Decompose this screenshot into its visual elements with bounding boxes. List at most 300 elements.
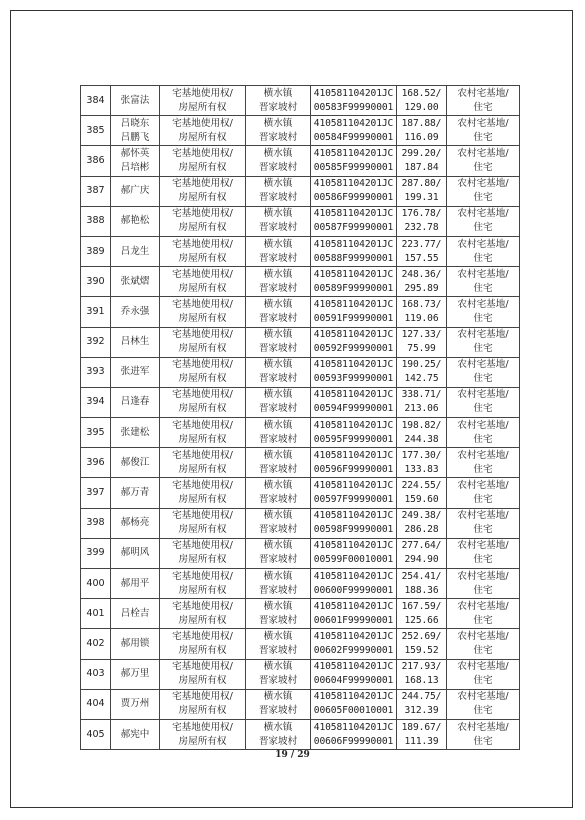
cell-land-use bbox=[447, 387, 520, 417]
cell-parcel-code bbox=[311, 689, 397, 719]
cell-area bbox=[397, 327, 447, 357]
table-row bbox=[81, 418, 520, 448]
cell-line: 农村宅基地/ bbox=[457, 147, 509, 159]
cell-right-type bbox=[160, 267, 246, 297]
cell-location bbox=[246, 478, 311, 508]
cell-serial-number: 388 bbox=[81, 206, 111, 236]
cell-owner-name bbox=[111, 267, 160, 297]
cell-area bbox=[397, 176, 447, 206]
table-row bbox=[81, 327, 520, 357]
cell-line: 住宅 bbox=[473, 735, 493, 747]
cell-parcel-code bbox=[311, 538, 397, 568]
cell-line: 房屋所有权 bbox=[178, 644, 227, 656]
cell-owner-name bbox=[111, 719, 160, 749]
cell-line: 宅基地使用权/ bbox=[172, 117, 233, 129]
cell-line: 晋家坡村 bbox=[258, 463, 298, 475]
table-row bbox=[81, 206, 520, 236]
cell-line: 晋家坡村 bbox=[258, 644, 298, 656]
cell-land-use bbox=[447, 236, 520, 266]
cell-line: 房屋所有权 bbox=[178, 675, 227, 687]
cell-line: 宅基地使用权/ bbox=[172, 87, 233, 99]
cell-line: 宅基地使用权/ bbox=[172, 570, 233, 582]
cell-line: 410581104201JC bbox=[313, 329, 394, 341]
cell-line: 晋家坡村 bbox=[258, 584, 298, 596]
cell-line: 晋家坡村 bbox=[258, 705, 298, 717]
cell-parcel-code bbox=[311, 357, 397, 387]
cell-line: 宅基地使用权/ bbox=[172, 298, 233, 310]
table-row bbox=[81, 538, 520, 568]
cell-line: 00597F99990001 bbox=[313, 494, 394, 506]
cell-land-use bbox=[447, 448, 520, 478]
cell-parcel-code bbox=[311, 599, 397, 629]
cell-owner-name bbox=[111, 689, 160, 719]
cell-line: 横水镇 bbox=[263, 540, 293, 552]
cell-location bbox=[246, 719, 311, 749]
cell-line: 农村宅基地/ bbox=[457, 359, 509, 371]
cell-right-type bbox=[160, 206, 246, 236]
cell-parcel-code bbox=[311, 176, 397, 206]
cell-area bbox=[397, 86, 447, 116]
cell-location bbox=[246, 418, 311, 448]
cell-line: 410581104201JC bbox=[313, 510, 394, 522]
cell-line: 宅基地使用权/ bbox=[172, 208, 233, 220]
cell-line: 410581104201JC bbox=[313, 117, 394, 129]
cell-line: 224.55/ bbox=[401, 480, 442, 492]
cell-parcel-code bbox=[311, 116, 397, 146]
cell-line: 189.67/ bbox=[401, 721, 442, 733]
cell-area bbox=[397, 297, 447, 327]
cell-line: 00601F99990001 bbox=[313, 614, 394, 626]
cell-area bbox=[397, 569, 447, 599]
cell-line: 房屋所有权 bbox=[178, 614, 227, 626]
cell-land-use bbox=[447, 357, 520, 387]
cell-owner-name bbox=[111, 538, 160, 568]
cell-line: 00587F99990001 bbox=[313, 222, 394, 234]
cell-line: 横水镇 bbox=[263, 178, 293, 190]
cell-line: 张进军 bbox=[120, 366, 150, 378]
cell-land-use bbox=[447, 689, 520, 719]
cell-owner-name bbox=[111, 478, 160, 508]
cell-line: 横水镇 bbox=[263, 208, 293, 220]
cell-line: 郝宪中 bbox=[120, 728, 150, 740]
cell-line: 住宅 bbox=[473, 644, 493, 656]
cell-area bbox=[397, 599, 447, 629]
cell-line: 农村宅基地/ bbox=[457, 510, 509, 522]
cell-parcel-code bbox=[311, 448, 397, 478]
cell-line: 00606F99990001 bbox=[313, 735, 394, 747]
cell-serial-number: 401 bbox=[81, 599, 111, 629]
cell-line: 住宅 bbox=[473, 433, 493, 445]
cell-line: 晋家坡村 bbox=[258, 343, 298, 355]
table-row bbox=[81, 176, 520, 206]
cell-parcel-code bbox=[311, 569, 397, 599]
cell-line: 横水镇 bbox=[263, 449, 293, 461]
cell-serial-number: 400 bbox=[81, 569, 111, 599]
cell-line: 吕龙生 bbox=[120, 245, 150, 257]
cell-line: 168.13 bbox=[404, 675, 439, 687]
cell-line: 农村宅基地/ bbox=[457, 691, 509, 703]
cell-line: 横水镇 bbox=[263, 389, 293, 401]
cell-serial-number: 394 bbox=[81, 387, 111, 417]
cell-line: 郝广庆 bbox=[120, 185, 150, 197]
cell-line: 房屋所有权 bbox=[178, 403, 227, 415]
cell-line: 农村宅基地/ bbox=[457, 600, 509, 612]
cell-line: 00605F00010001 bbox=[313, 705, 394, 717]
cell-line: 119.06 bbox=[404, 312, 439, 324]
cell-owner-name bbox=[111, 357, 160, 387]
cell-parcel-code bbox=[311, 418, 397, 448]
cell-location bbox=[246, 508, 311, 538]
cell-line: 横水镇 bbox=[263, 359, 293, 371]
cell-line: 410581104201JC bbox=[313, 238, 394, 250]
cell-serial-number: 392 bbox=[81, 327, 111, 357]
cell-land-use bbox=[447, 659, 520, 689]
cell-line: 410581104201JC bbox=[313, 600, 394, 612]
cell-serial-number: 385 bbox=[81, 116, 111, 146]
cell-area bbox=[397, 538, 447, 568]
cell-line: 宅基地使用权/ bbox=[172, 540, 233, 552]
cell-line: 410581104201JC bbox=[313, 449, 394, 461]
cell-line: 住宅 bbox=[473, 161, 493, 173]
table-row bbox=[81, 357, 520, 387]
cell-line: 410581104201JC bbox=[313, 298, 394, 310]
cell-line: 横水镇 bbox=[263, 630, 293, 642]
cell-line: 167.59/ bbox=[401, 600, 442, 612]
cell-line: 住宅 bbox=[473, 101, 493, 113]
cell-line: 农村宅基地/ bbox=[457, 268, 509, 280]
table-row bbox=[81, 448, 520, 478]
cell-location bbox=[246, 659, 311, 689]
cell-owner-name bbox=[111, 659, 160, 689]
cell-line: 217.93/ bbox=[401, 661, 442, 673]
cell-location bbox=[246, 569, 311, 599]
cell-right-type bbox=[160, 448, 246, 478]
cell-line: 农村宅基地/ bbox=[457, 389, 509, 401]
cell-line: 晋家坡村 bbox=[258, 524, 298, 536]
cell-location bbox=[246, 86, 311, 116]
cell-line: 房屋所有权 bbox=[178, 282, 227, 294]
cell-line: 房屋所有权 bbox=[178, 373, 227, 385]
cell-area bbox=[397, 357, 447, 387]
cell-right-type bbox=[160, 387, 246, 417]
cell-land-use bbox=[447, 418, 520, 448]
cell-line: 410581104201JC bbox=[313, 208, 394, 220]
cell-owner-name bbox=[111, 86, 160, 116]
cell-right-type bbox=[160, 116, 246, 146]
cell-area bbox=[397, 478, 447, 508]
cell-line: 00600F99990001 bbox=[313, 584, 394, 596]
cell-line: 郝万青 bbox=[120, 487, 150, 499]
cell-line: 农村宅基地/ bbox=[457, 570, 509, 582]
cell-owner-name bbox=[111, 146, 160, 176]
cell-line: 248.36/ bbox=[401, 268, 442, 280]
cell-owner-name bbox=[111, 599, 160, 629]
cell-owner-name bbox=[111, 387, 160, 417]
cell-line: 郝明风 bbox=[120, 547, 150, 559]
table-row bbox=[81, 719, 520, 749]
cell-line: 277.64/ bbox=[401, 540, 442, 552]
cell-line: 住宅 bbox=[473, 282, 493, 294]
cell-serial-number: 398 bbox=[81, 508, 111, 538]
cell-line: 410581104201JC bbox=[313, 87, 394, 99]
cell-serial-number: 402 bbox=[81, 629, 111, 659]
cell-serial-number: 393 bbox=[81, 357, 111, 387]
cell-line: 住宅 bbox=[473, 614, 493, 626]
cell-line: 299.20/ bbox=[401, 147, 442, 159]
cell-line: 宅基地使用权/ bbox=[172, 359, 233, 371]
cell-area bbox=[397, 418, 447, 448]
cell-line: 农村宅基地/ bbox=[457, 721, 509, 733]
cell-parcel-code bbox=[311, 86, 397, 116]
cell-line: 168.73/ bbox=[401, 298, 442, 310]
cell-line: 晋家坡村 bbox=[258, 554, 298, 566]
cell-line: 晋家坡村 bbox=[258, 282, 298, 294]
cell-line: 宅基地使用权/ bbox=[172, 600, 233, 612]
cell-line: 农村宅基地/ bbox=[457, 630, 509, 642]
cell-line: 吕培彬 bbox=[120, 161, 150, 173]
cell-land-use bbox=[447, 538, 520, 568]
cell-line: 郝用平 bbox=[120, 577, 150, 589]
cell-line: 住宅 bbox=[473, 343, 493, 355]
cell-line: 横水镇 bbox=[263, 419, 293, 431]
cell-line: 157.55 bbox=[404, 252, 439, 264]
cell-line: 晋家坡村 bbox=[258, 101, 298, 113]
cell-line: 农村宅基地/ bbox=[457, 178, 509, 190]
cell-line: 房屋所有权 bbox=[178, 433, 227, 445]
cell-area bbox=[397, 267, 447, 297]
cell-line: 房屋所有权 bbox=[178, 192, 227, 204]
cell-line: 住宅 bbox=[473, 373, 493, 385]
cell-location bbox=[246, 267, 311, 297]
table-row bbox=[81, 569, 520, 599]
table-row bbox=[81, 236, 520, 266]
cell-land-use bbox=[447, 629, 520, 659]
cell-line: 农村宅基地/ bbox=[457, 540, 509, 552]
cell-line: 晋家坡村 bbox=[258, 131, 298, 143]
cell-owner-name bbox=[111, 629, 160, 659]
cell-line: 房屋所有权 bbox=[178, 343, 227, 355]
cell-serial-number: 384 bbox=[81, 86, 111, 116]
cell-line: 199.31 bbox=[404, 192, 439, 204]
cell-land-use bbox=[447, 297, 520, 327]
cell-line: 郝万里 bbox=[120, 668, 150, 680]
cell-line: 住宅 bbox=[473, 131, 493, 143]
cell-line: 232.78 bbox=[404, 222, 439, 234]
cell-line: 房屋所有权 bbox=[178, 101, 227, 113]
cell-line: 00584F99990001 bbox=[313, 131, 394, 143]
cell-owner-name bbox=[111, 176, 160, 206]
cell-line: 410581104201JC bbox=[313, 389, 394, 401]
cell-line: 宅基地使用权/ bbox=[172, 178, 233, 190]
cell-parcel-code bbox=[311, 297, 397, 327]
cell-line: 晋家坡村 bbox=[258, 494, 298, 506]
cell-line: 住宅 bbox=[473, 192, 493, 204]
cell-owner-name bbox=[111, 297, 160, 327]
cell-line: 乔永强 bbox=[120, 305, 150, 317]
cell-serial-number: 391 bbox=[81, 297, 111, 327]
cell-line: 晋家坡村 bbox=[258, 614, 298, 626]
cell-line: 晋家坡村 bbox=[258, 433, 298, 445]
cell-line: 房屋所有权 bbox=[178, 222, 227, 234]
cell-line: 住宅 bbox=[473, 463, 493, 475]
cell-right-type bbox=[160, 236, 246, 266]
cell-area bbox=[397, 659, 447, 689]
cell-right-type bbox=[160, 146, 246, 176]
cell-serial-number: 396 bbox=[81, 448, 111, 478]
table-row bbox=[81, 659, 520, 689]
cell-line: 142.75 bbox=[404, 373, 439, 385]
cell-line: 410581104201JC bbox=[313, 359, 394, 371]
cell-line: 郝杨亮 bbox=[120, 517, 150, 529]
cell-line: 00598F99990001 bbox=[313, 524, 394, 536]
cell-line: 横水镇 bbox=[263, 661, 293, 673]
cell-line: 286.28 bbox=[404, 524, 439, 536]
cell-line: 338.71/ bbox=[401, 389, 442, 401]
cell-line: 宅基地使用权/ bbox=[172, 389, 233, 401]
cell-location bbox=[246, 387, 311, 417]
cell-land-use bbox=[447, 478, 520, 508]
cell-line: 188.36 bbox=[404, 584, 439, 596]
page-number: 19 / 29 bbox=[275, 750, 310, 760]
cell-land-use bbox=[447, 327, 520, 357]
cell-line: 00604F99990001 bbox=[313, 675, 394, 687]
cell-line: 吕栓吉 bbox=[120, 607, 150, 619]
cell-right-type bbox=[160, 629, 246, 659]
cell-line: 294.90 bbox=[404, 554, 439, 566]
cell-line: 郝俊江 bbox=[120, 456, 150, 468]
table-row bbox=[81, 146, 520, 176]
cell-line: 287.80/ bbox=[401, 178, 442, 190]
cell-line: 农村宅基地/ bbox=[457, 238, 509, 250]
cell-line: 410581104201JC bbox=[313, 268, 394, 280]
cell-line: 宅基地使用权/ bbox=[172, 630, 233, 642]
cell-serial-number: 386 bbox=[81, 146, 111, 176]
cell-right-type bbox=[160, 659, 246, 689]
cell-owner-name bbox=[111, 327, 160, 357]
cell-line: 宅基地使用权/ bbox=[172, 419, 233, 431]
cell-serial-number: 399 bbox=[81, 538, 111, 568]
cell-line: 房屋所有权 bbox=[178, 312, 227, 324]
cell-serial-number: 390 bbox=[81, 267, 111, 297]
cell-line: 郝用锁 bbox=[120, 637, 150, 649]
cell-line: 横水镇 bbox=[263, 600, 293, 612]
cell-line: 295.89 bbox=[404, 282, 439, 294]
cell-line: 410581104201JC bbox=[313, 570, 394, 582]
cell-line: 00599F00010001 bbox=[313, 554, 394, 566]
cell-owner-name bbox=[111, 418, 160, 448]
cell-line: 农村宅基地/ bbox=[457, 480, 509, 492]
cell-line: 晋家坡村 bbox=[258, 373, 298, 385]
cell-line: 249.38/ bbox=[401, 510, 442, 522]
cell-parcel-code bbox=[311, 236, 397, 266]
cell-serial-number: 405 bbox=[81, 719, 111, 749]
cell-right-type bbox=[160, 327, 246, 357]
cell-line: 00595F99990001 bbox=[313, 433, 394, 445]
cell-line: 244.38 bbox=[404, 433, 439, 445]
cell-owner-name bbox=[111, 206, 160, 236]
cell-line: 张建松 bbox=[120, 426, 150, 438]
cell-line: 127.33/ bbox=[401, 329, 442, 341]
cell-parcel-code bbox=[311, 267, 397, 297]
cell-line: 晋家坡村 bbox=[258, 403, 298, 415]
cell-line: 00588F99990001 bbox=[313, 252, 394, 264]
cell-line: 横水镇 bbox=[263, 480, 293, 492]
cell-line: 住宅 bbox=[473, 252, 493, 264]
cell-line: 00591F99990001 bbox=[313, 312, 394, 324]
table-row bbox=[81, 297, 520, 327]
cell-right-type bbox=[160, 569, 246, 599]
cell-line: 75.99 bbox=[407, 343, 436, 355]
cell-line: 横水镇 bbox=[263, 147, 293, 159]
cell-right-type bbox=[160, 418, 246, 448]
cell-line: 410581104201JC bbox=[313, 419, 394, 431]
cell-line: 房屋所有权 bbox=[178, 524, 227, 536]
cell-serial-number: 404 bbox=[81, 689, 111, 719]
cell-line: 190.25/ bbox=[401, 359, 442, 371]
cell-right-type bbox=[160, 176, 246, 206]
cell-land-use bbox=[447, 176, 520, 206]
cell-line: 农村宅基地/ bbox=[457, 87, 509, 99]
cell-right-type bbox=[160, 508, 246, 538]
cell-line: 横水镇 bbox=[263, 117, 293, 129]
cell-location bbox=[246, 357, 311, 387]
cell-line: 223.77/ bbox=[401, 238, 442, 250]
cell-line: 房屋所有权 bbox=[178, 131, 227, 143]
cell-right-type bbox=[160, 719, 246, 749]
cell-line: 410581104201JC bbox=[313, 630, 394, 642]
cell-area bbox=[397, 236, 447, 266]
cell-line: 宅基地使用权/ bbox=[172, 238, 233, 250]
table-row bbox=[81, 689, 520, 719]
cell-line: 张富法 bbox=[120, 94, 150, 106]
cell-line: 宅基地使用权/ bbox=[172, 691, 233, 703]
cell-line: 房屋所有权 bbox=[178, 705, 227, 717]
cell-right-type bbox=[160, 689, 246, 719]
table-row bbox=[81, 508, 520, 538]
cell-line: 198.82/ bbox=[401, 419, 442, 431]
cell-owner-name bbox=[111, 448, 160, 478]
cell-line: 252.69/ bbox=[401, 630, 442, 642]
cell-line: 410581104201JC bbox=[313, 178, 394, 190]
cell-line: 00594F99990001 bbox=[313, 403, 394, 415]
cell-line: 244.75/ bbox=[401, 691, 442, 703]
cell-line: 晋家坡村 bbox=[258, 222, 298, 234]
cell-line: 横水镇 bbox=[263, 238, 293, 250]
cell-line: 176.78/ bbox=[401, 208, 442, 220]
cell-line: 晋家坡村 bbox=[258, 735, 298, 747]
cell-land-use bbox=[447, 508, 520, 538]
cell-location bbox=[246, 448, 311, 478]
cell-right-type bbox=[160, 478, 246, 508]
cell-owner-name bbox=[111, 236, 160, 266]
cell-line: 住宅 bbox=[473, 222, 493, 234]
cell-line: 住宅 bbox=[473, 584, 493, 596]
cell-line: 农村宅基地/ bbox=[457, 117, 509, 129]
cell-line: 农村宅基地/ bbox=[457, 661, 509, 673]
cell-line: 农村宅基地/ bbox=[457, 329, 509, 341]
cell-parcel-code bbox=[311, 478, 397, 508]
cell-line: 00593F99990001 bbox=[313, 373, 394, 385]
cell-area bbox=[397, 387, 447, 417]
cell-line: 农村宅基地/ bbox=[457, 208, 509, 220]
cell-line: 住宅 bbox=[473, 705, 493, 717]
cell-line: 农村宅基地/ bbox=[457, 298, 509, 310]
cell-land-use bbox=[447, 146, 520, 176]
cell-line: 晋家坡村 bbox=[258, 252, 298, 264]
cell-line: 横水镇 bbox=[263, 329, 293, 341]
cell-line: 116.09 bbox=[404, 131, 439, 143]
cell-line: 410581104201JC bbox=[313, 540, 394, 552]
